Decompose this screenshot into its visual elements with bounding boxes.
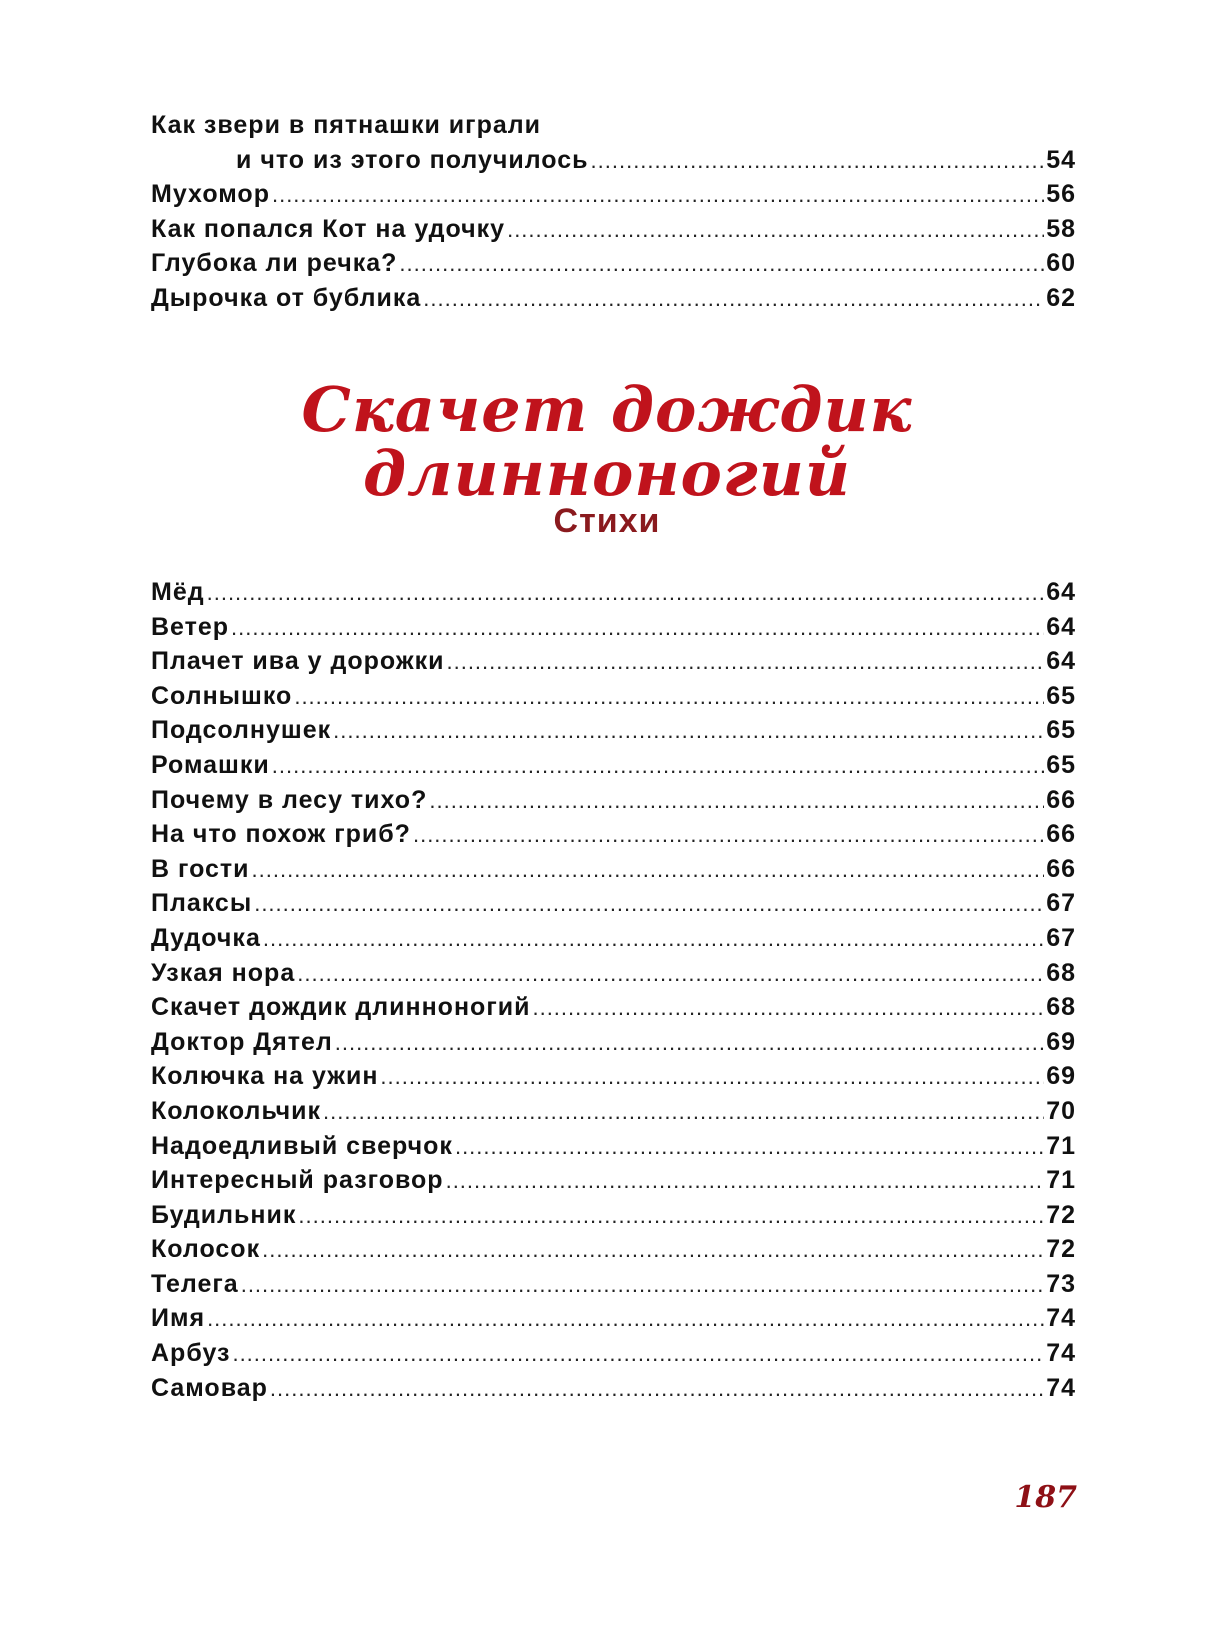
dot-leader (323, 1099, 1044, 1125)
toc-entry[interactable] (151, 1028, 1076, 1063)
toc-entry-title: Телега (151, 1269, 239, 1298)
toc-entry-page: 65 (1046, 716, 1076, 745)
toc-entry[interactable] (151, 1097, 1076, 1132)
toc-entry[interactable] (151, 924, 1076, 959)
toc-entry-title: Колючка на ужин (151, 1062, 379, 1091)
dot-leader (272, 753, 1044, 779)
dot-leader (262, 1237, 1044, 1263)
dot-leader (591, 148, 1045, 174)
section-title-line1: Скачет дождик (301, 373, 913, 446)
toc-entry-page: 74 (1046, 1339, 1076, 1368)
toc-entry-title: Арбуз (151, 1339, 231, 1368)
toc-entry-title: Мухомор (151, 180, 270, 209)
toc-entry-title: Дудочка (151, 923, 261, 952)
dot-leader (270, 1376, 1044, 1402)
toc-entry-page: 74 (1046, 1373, 1076, 1402)
toc-entry-title: Скачет дождик длинноногий (151, 993, 531, 1022)
toc-entry-page: 72 (1046, 1235, 1076, 1264)
toc-entry[interactable] (151, 1304, 1076, 1339)
toc-entry-page: 69 (1046, 1062, 1076, 1091)
toc-entry-page: 71 (1046, 1166, 1076, 1195)
toc-entry[interactable] (151, 1132, 1076, 1167)
toc-entry-page: 64 (1046, 612, 1076, 641)
toc-entry[interactable] (151, 682, 1076, 717)
dot-leader (232, 1341, 1044, 1367)
toc-entry-page: 72 (1046, 1200, 1076, 1229)
dot-leader (272, 182, 1044, 208)
toc-entry[interactable] (151, 1339, 1076, 1374)
toc-entry[interactable] (151, 284, 1076, 319)
toc-entry-title: Колосок (151, 1235, 261, 1264)
toc-entry[interactable] (151, 751, 1076, 786)
toc-entry[interactable] (151, 1201, 1076, 1236)
toc-entry-page: 67 (1046, 923, 1076, 952)
toc-entry[interactable] (151, 889, 1076, 924)
toc-entry-page: 66 (1046, 785, 1076, 814)
toc-entry-page: 66 (1046, 854, 1076, 883)
toc-entry-page: 71 (1046, 1131, 1076, 1160)
toc-entry-title: Имя (151, 1304, 206, 1333)
toc-entry-continuation[interactable] (151, 146, 1076, 181)
toc-entry-page: 73 (1046, 1269, 1076, 1298)
toc-entry-page: 68 (1046, 993, 1076, 1022)
toc-entry-title: Ромашки (151, 750, 270, 779)
toc-entry-title: Самовар (151, 1373, 268, 1402)
dot-leader (380, 1064, 1044, 1090)
section-title-line2: длинноногий (363, 437, 851, 510)
toc-entry-title: Мёд (151, 578, 205, 606)
dot-leader (532, 995, 1044, 1021)
toc-entry-page: 56 (1046, 180, 1076, 209)
toc-entry-page: 60 (1046, 249, 1076, 278)
toc-entry-page: 69 (1046, 1027, 1076, 1056)
dot-leader (333, 718, 1044, 744)
toc-entry[interactable] (151, 180, 1076, 215)
toc-entry-title: Как попался Кот на удочку (151, 214, 506, 243)
toc-entry-title: Ветер (151, 612, 230, 641)
dot-leader (298, 1203, 1044, 1229)
toc-entry[interactable] (151, 1374, 1076, 1409)
toc-entry[interactable] (151, 1062, 1076, 1097)
toc-entry[interactable] (151, 578, 1076, 613)
toc-entry-page: 74 (1046, 1304, 1076, 1333)
dot-leader (207, 580, 1045, 606)
toc-entry-title: На что похож гриб? (151, 820, 411, 849)
dot-leader (252, 857, 1045, 883)
toc-entry-title: В гости (151, 854, 250, 883)
dot-leader (413, 822, 1044, 848)
dot-leader (263, 926, 1044, 952)
toc-entry[interactable] (151, 111, 1076, 146)
toc-entry[interactable] (151, 1270, 1076, 1305)
dot-leader (254, 891, 1044, 917)
toc-entry[interactable] (151, 993, 1076, 1028)
toc-entry-page: 65 (1046, 681, 1076, 710)
toc-entry-page: 65 (1046, 750, 1076, 779)
toc-entry-title: Как звери в пятнашки играли (151, 111, 542, 139)
toc-top-block (151, 111, 1076, 319)
toc-entry-title: Колокольчик (151, 1096, 322, 1125)
toc-entry-title: и что из этого получилось (236, 145, 589, 174)
toc-entry-title: Интересный разговор (151, 1166, 444, 1195)
dot-leader (446, 1168, 1045, 1194)
dot-leader (446, 649, 1044, 675)
toc-entry-page: 58 (1046, 214, 1076, 243)
dot-leader (241, 1272, 1044, 1298)
toc-entry[interactable] (151, 959, 1076, 994)
toc-entry[interactable] (151, 855, 1076, 890)
toc-entry-title: Почему в лесу тихо? (151, 785, 428, 814)
toc-entry-title: Плаксы (151, 889, 253, 918)
toc-entry-title: Солнышко (151, 681, 293, 710)
toc-entry-page: 66 (1046, 820, 1076, 849)
toc-entry[interactable] (151, 647, 1076, 682)
toc-entry[interactable] (151, 716, 1076, 751)
toc-entry-page: 64 (1046, 647, 1076, 676)
toc-entry-title: Подсолнушек (151, 716, 332, 745)
toc-entry[interactable] (151, 249, 1076, 284)
toc-bottom-list (151, 578, 1076, 1408)
toc-bottom-block (151, 578, 1076, 1408)
dot-leader (429, 788, 1044, 814)
section-subtitle: Стихи (553, 502, 661, 540)
page-number: 187 (1014, 1480, 1077, 1515)
dot-leader (399, 251, 1044, 277)
dot-leader (231, 615, 1044, 641)
toc-entry-page: 67 (1046, 889, 1076, 918)
dot-leader (423, 286, 1044, 312)
toc-entry-title: Надоедливый сверчок (151, 1131, 453, 1160)
dot-leader (507, 217, 1044, 243)
dot-leader (207, 1306, 1044, 1332)
toc-entry-title: Плачет ива у дорожки (151, 647, 445, 676)
dot-leader (455, 1134, 1044, 1160)
toc-entry[interactable] (151, 820, 1076, 855)
toc-entry[interactable] (151, 1235, 1076, 1270)
toc-entry-title: Будильник (151, 1200, 297, 1229)
toc-entry-page: 62 (1046, 283, 1076, 312)
dot-leader (294, 684, 1044, 710)
dot-leader (335, 1030, 1044, 1056)
toc-entry-page: 68 (1046, 958, 1076, 987)
toc-entry-page: 64 (1046, 578, 1076, 606)
toc-entry-page: 70 (1046, 1096, 1076, 1125)
toc-entry[interactable] (151, 1166, 1076, 1201)
toc-entry-page: 54 (1046, 145, 1076, 174)
toc-entry-title: Глубока ли речка? (151, 249, 398, 278)
toc-top-list (151, 180, 1076, 318)
toc-entry-title: Дырочка от бублика (151, 283, 422, 312)
dot-leader (297, 961, 1044, 987)
toc-entry[interactable] (151, 613, 1076, 648)
toc-entry-title: Доктор Дятел (151, 1027, 333, 1056)
toc-entry-title: Узкая нора (151, 958, 296, 987)
toc-entry[interactable] (151, 215, 1076, 250)
toc-entry[interactable] (151, 786, 1076, 821)
